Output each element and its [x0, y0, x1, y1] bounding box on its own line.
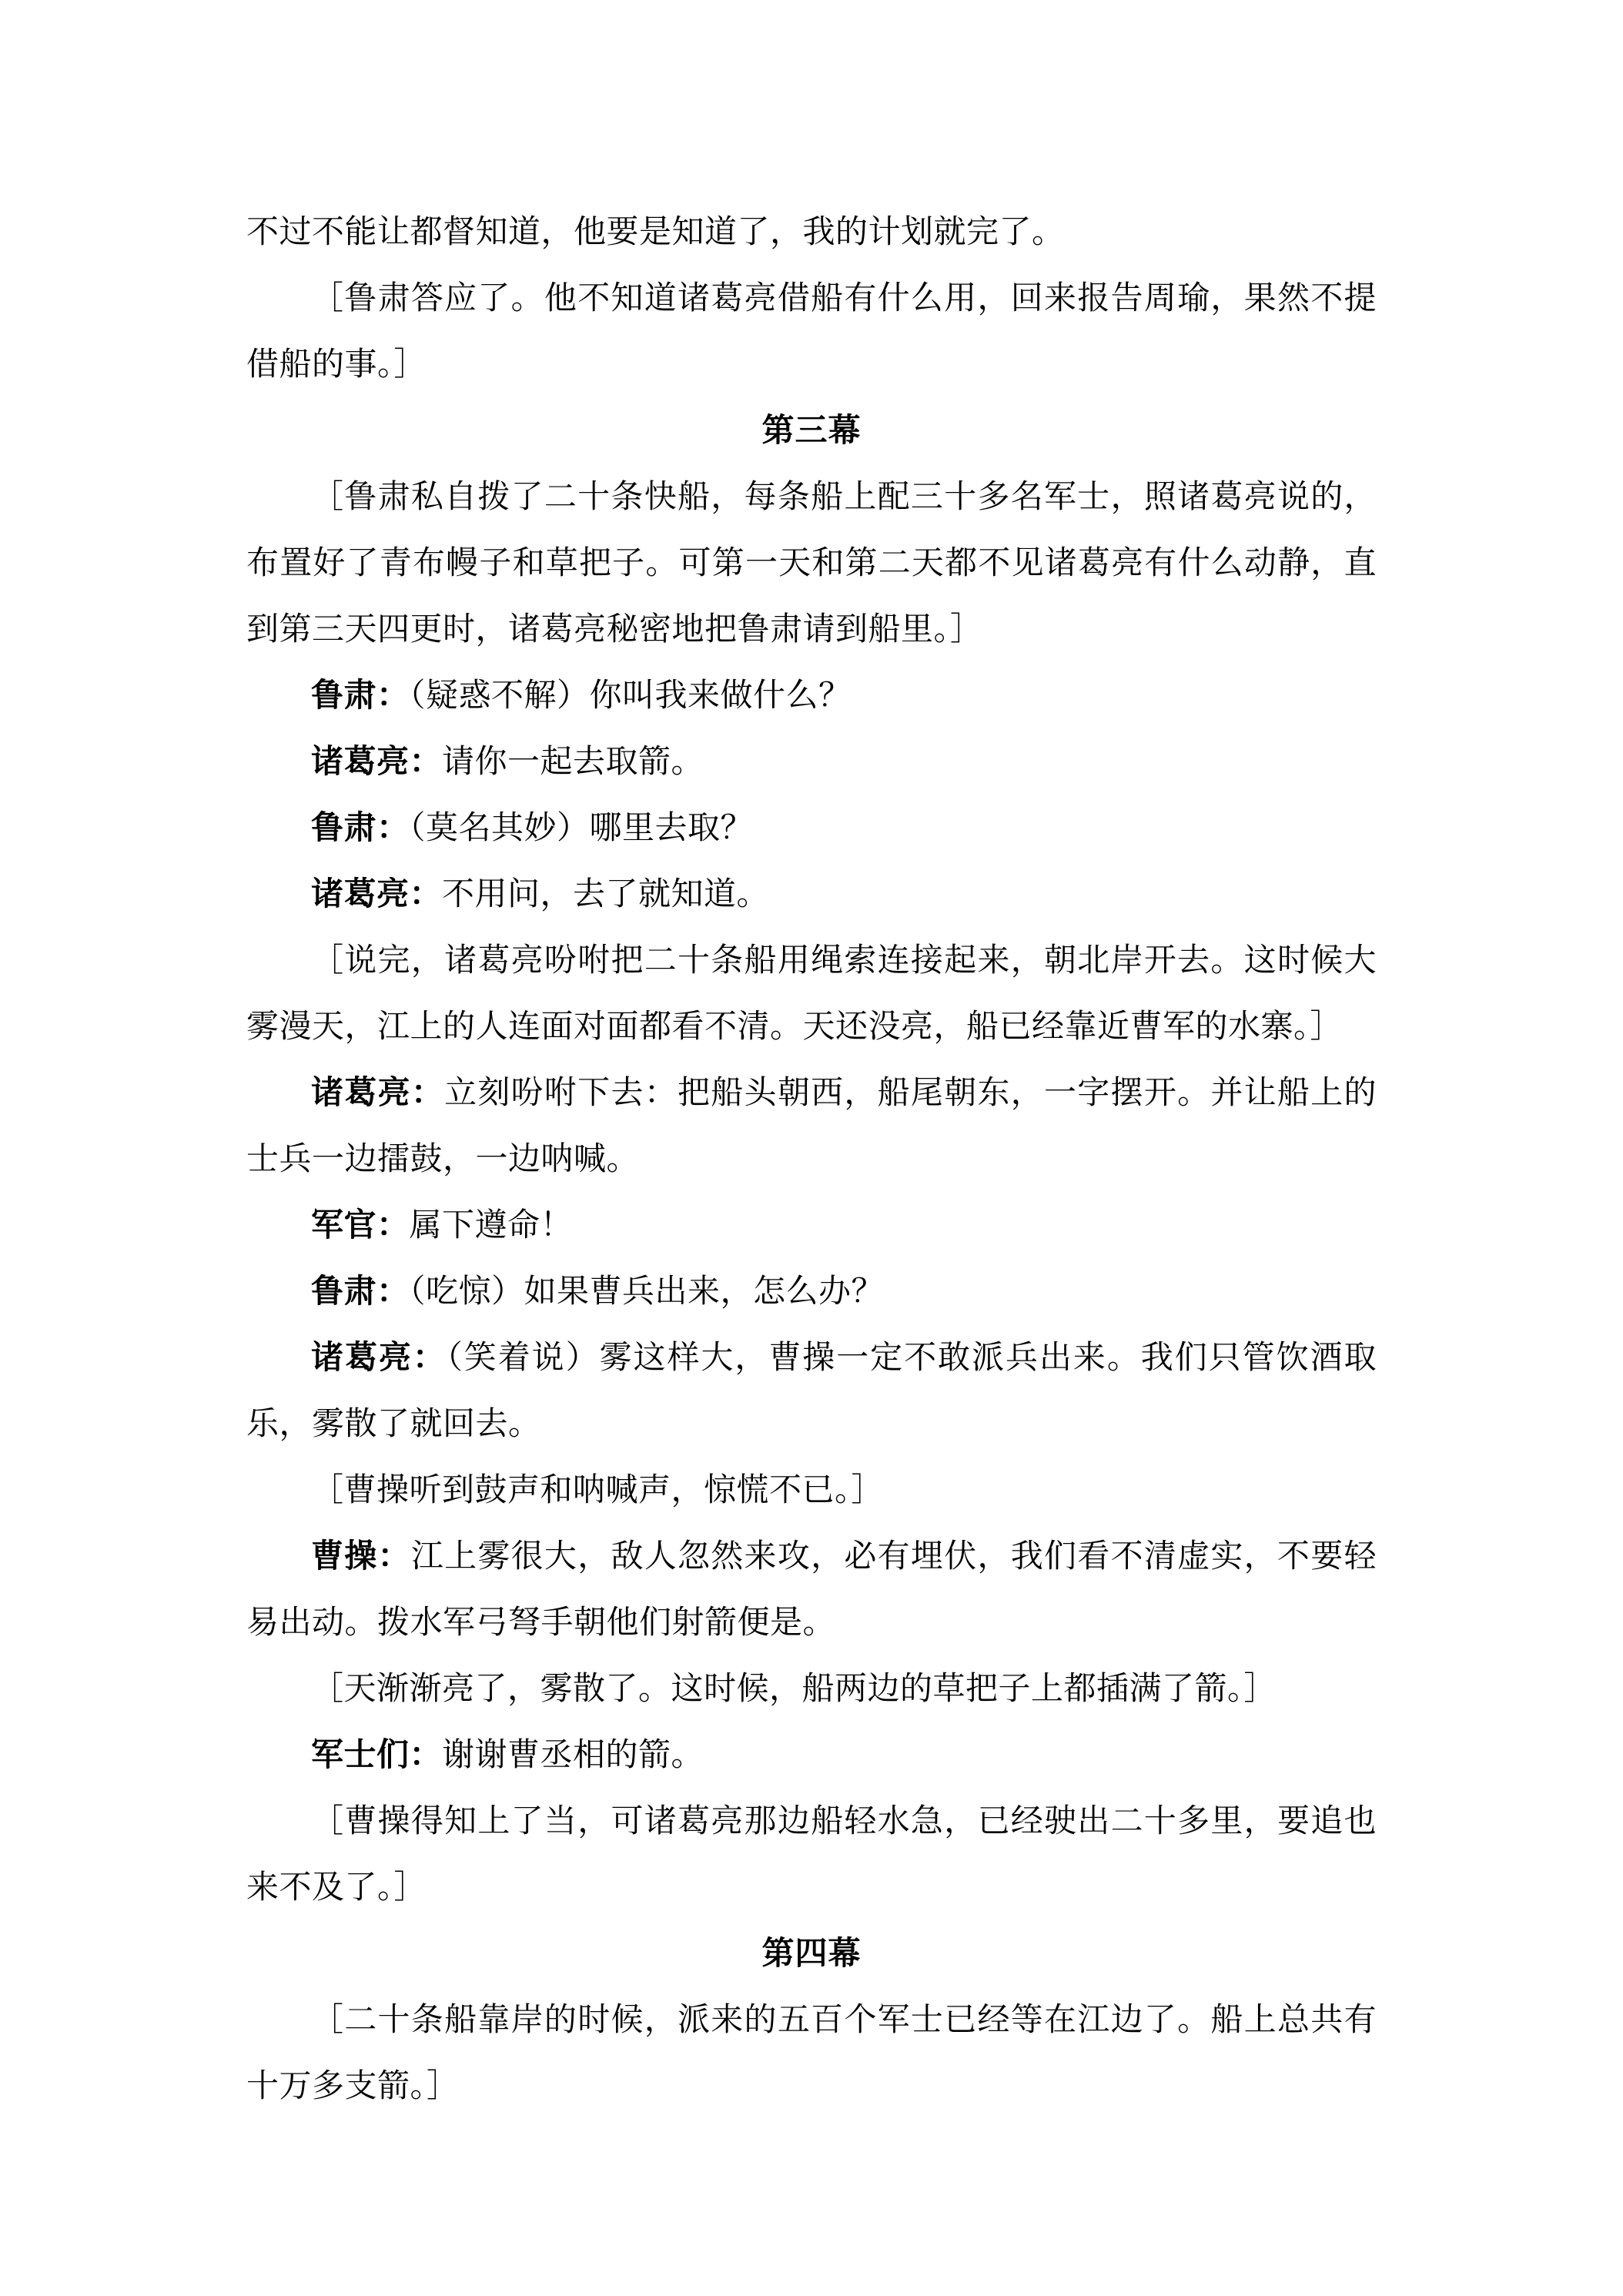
dialogue-line [246, 1324, 1377, 1457]
dialogue-text: 不用问，去了就知道。 [442, 875, 770, 912]
dialogue-line [246, 662, 1377, 728]
speaker-name: 曹操： [311, 1537, 411, 1575]
dialogue-text: （疑惑不解）你叫我来做什么？ [409, 676, 852, 714]
dialogue-text: 立刻吩咐下去：把船头朝西，船尾朝东，一字摆开。并让船上的士兵一边擂鼓，一边呐喊。 [246, 1073, 1377, 1177]
speaker-name: 军官： [311, 1206, 410, 1243]
act-heading: 第四幕 [761, 1934, 862, 1972]
dialogue-text: （笑着说）雾这样大，曹操一定不敢派兵出来。我们只管饮酒取乐，雾散了就回去。 [246, 1338, 1377, 1442]
stage-direction: ［曹操听到鼓声和呐喊声，惊慌不已。］ [311, 1471, 885, 1508]
stage-direction: ［二十条船靠岸的时候，派来的五百个军士已经等在江边了。船上总共有十万多支箭。］ [246, 2000, 1377, 2104]
speaker-name: 鲁肃： [311, 676, 410, 714]
act-heading: 第三幕 [761, 411, 862, 449]
paragraph: 不过不能让都督知道，他要是知道了，我的计划就完了。 [246, 213, 1065, 250]
stage-direction: ［说完，诸葛亮吩咐把二十条船用绳索连接起来，朝北岸开去。这时候大雾漫天，江上的人连面对面都看不清。天还没亮，船已经靠近曹军的水寨。］ [246, 941, 1377, 1045]
speaker-name: 诸葛亮： [311, 1338, 447, 1376]
speaker-name: 鲁肃： [311, 808, 410, 846]
dialogue-line [246, 861, 1377, 927]
stage-direction: ［曹操得知上了当，可诸葛亮那边船轻水急，已经驶出二十多里，要追也来不及了。］ [246, 1802, 1377, 1906]
stage-direction: ［鲁肃私自拨了二十条快船，每条船上配三十多名军士，照诸葛亮说的，布置好了青布幔子和草把子。可第一天和第二天都不见诸葛亮有什么动静，直到第三天四更时，诸葛亮秘密地把鲁肃请到船里。］ [246, 477, 1377, 648]
dialogue-line [246, 1722, 1377, 1788]
dialogue-line [246, 1258, 1377, 1324]
speaker-name: 诸葛亮： [311, 875, 443, 912]
dialogue-text: 请你一起去取箭。 [442, 742, 704, 780]
dialogue-line [246, 1192, 1377, 1258]
dialogue-line [246, 1059, 1377, 1192]
dialogue-line [246, 728, 1377, 795]
speaker-name: 诸葛亮： [311, 1073, 445, 1111]
dialogue-line [246, 1523, 1377, 1655]
stage-direction: ［天渐渐亮了，雾散了。这时候，船两边的草把子上都插满了箭。］ [311, 1669, 1277, 1707]
dialogue-line [246, 795, 1377, 861]
speaker-name: 军士们： [311, 1735, 443, 1773]
dialogue-text: 江上雾很大，敌人忽然来攻，必有埋伏，我们看不清虚实，不要轻易出动。拨水军弓弩手朝他们射箭便是。 [246, 1537, 1377, 1641]
dialogue-text: （吃惊）如果曹兵出来，怎么办？ [409, 1272, 885, 1310]
document-page [246, 199, 1377, 2119]
dialogue-text: 谢谢曹丞相的箭。 [442, 1735, 704, 1773]
dialogue-text: （莫名其妙）哪里去取？ [409, 808, 754, 846]
stage-direction: ［鲁肃答应了。他不知道诸葛亮借船有什么用，回来报告周瑜，果然不提借船的事。］ [246, 279, 1377, 383]
dialogue-text: 属下遵命！ [409, 1206, 574, 1243]
speaker-name: 鲁肃： [311, 1272, 410, 1310]
speaker-name: 诸葛亮： [311, 742, 443, 780]
